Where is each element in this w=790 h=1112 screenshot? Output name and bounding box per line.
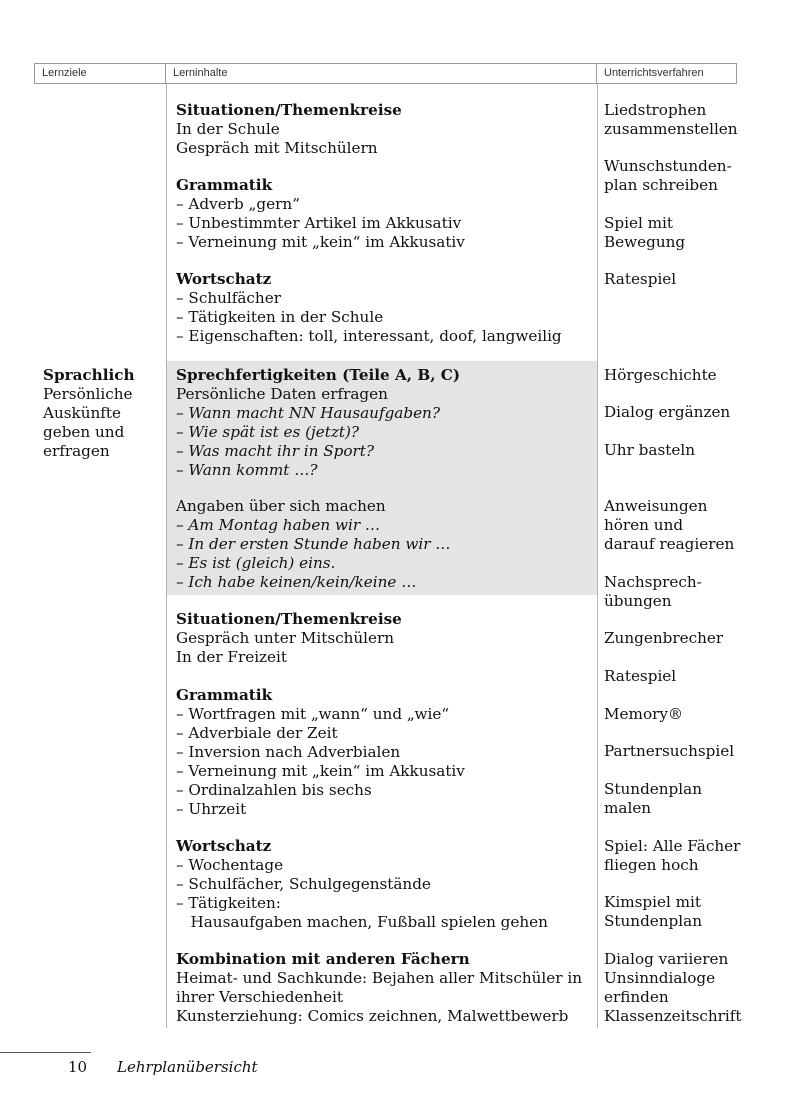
section-title: Kombination mit anderen Fächern [176,950,470,968]
example-line: – Ich habe keinen/kein/keine … [176,573,417,591]
verfahren-item [604,270,676,289]
verfahren-line: zusammenstellen [604,120,738,138]
verfahren-line: Partnersuchspiel [604,742,735,760]
verfahren-line: Nachsprech- [604,573,702,591]
content-line: Kunsterziehung: Comics zeichnen, Malwettbewerb [176,1007,569,1025]
verfahren-item [604,667,676,686]
verfahren-line: Stundenplan [604,912,702,930]
lernziel-line: erfragen [43,442,110,460]
verfahren-line: Unsinndialoge [604,969,716,987]
verfahren-line: Memory® [604,705,684,723]
section-title: Grammatik [176,686,273,704]
example-line: – Am Montag haben wir … [176,516,381,534]
inhalte-situationen-2 [176,610,402,667]
content-line: Angaben über sich machen [176,497,386,515]
verfahren-line: darauf reagieren [604,535,735,553]
content-line: – Inversion nach Adverbialen [176,743,401,761]
verfahren-item [604,497,734,554]
content-line: ihrer Verschiedenheit [176,988,343,1006]
verfahren-item [604,214,685,252]
verfahren-line: Spiel: Alle Fächer [604,837,741,855]
example-line: – Wann macht NN Hausaufgaben? [176,404,440,422]
section-title: Wortschatz [176,837,272,855]
inhalte-grammatik-1 [176,176,465,252]
verfahren-line: Hörgeschichte [604,366,717,384]
section-title: Wortschatz [176,270,272,288]
verfahren-line: Bewegung [604,233,686,251]
inhalte-situationen-1 [176,101,402,158]
inhalte-wortschatz-1 [176,270,562,346]
verfahren-line: Dialog variieren [604,950,729,968]
verfahren-line: Wunschstunden- [604,157,732,175]
verfahren-item [604,837,740,875]
lernziel-title: Sprachlich [43,366,135,384]
content-line: – Schulfächer [176,289,281,307]
verfahren-line: übungen [604,592,672,610]
lernziel-block [43,366,135,461]
content-line: – Tätigkeiten in der Schule [176,308,384,326]
content-line: Gespräch unter Mitschülern [176,629,395,647]
content-line: – Uhrzeit [176,800,247,818]
verfahren-line: Ratespiel [604,270,677,288]
content-line: Heimat- und Sachkunde: Bejahen aller Mitschüler in [176,969,582,987]
verfahren-item [604,441,695,460]
section-title: Situationen/Themenkreise [176,101,402,119]
header-unterrichtsverfahren: Unterrichtsverfahren [597,63,737,84]
footer-title: Lehrplanübersicht [117,1058,258,1076]
content-line: – Tätigkeiten: [176,894,281,912]
verfahren-item [604,705,683,724]
content-line: – Wochentage [176,856,284,874]
verfahren-line: Ratespiel [604,667,677,685]
verfahren-line: plan schreiben [604,176,718,194]
verfahren-item [604,950,742,1026]
section-title: Grammatik [176,176,273,194]
verfahren-line: erfinden [604,988,669,1006]
content-line: – Unbestimmter Artikel im Akkusativ [176,214,462,232]
verfahren-line: hören und [604,516,684,534]
verfahren-item [604,101,738,139]
verfahren-line: Spiel mit [604,214,674,232]
divider-col2 [597,84,598,1028]
lernziel-line: Auskünfte [43,404,122,422]
header-lerninhalte: Lerninhalte [166,63,597,84]
verfahren-item [604,780,702,818]
verfahren-line: Stundenplan [604,780,702,798]
inhalte-sprechfertigkeiten [176,366,460,480]
header-lernziele: Lernziele [34,63,166,84]
page-number: 10 [68,1058,88,1076]
section-title: Sprechfertigkeiten (Teile A, B, C) [176,366,461,384]
inhalte-wortschatz-2 [176,837,548,932]
content-line: – Adverb „gern“ [176,195,300,213]
verfahren-item [604,157,732,195]
inhalte-angaben [176,497,450,592]
verfahren-item [604,366,717,385]
verfahren-item [604,403,730,422]
inhalte-grammatik-2 [176,686,465,819]
verfahren-item [604,893,702,931]
verfahren-line: Zungenbrecher [604,629,724,647]
verfahren-line: fliegen hoch [604,856,699,874]
content-line: Hausaufgaben machen, Fußball spielen gehen [176,913,548,931]
inhalte-kombination [176,950,582,1026]
example-line: – Was macht ihr in Sport? [176,442,375,460]
verfahren-item [604,742,734,761]
content-line: – Verneinung mit „kein“ im Akkusativ [176,762,465,780]
example-line: – In der ersten Stunde haben wir … [176,535,451,553]
section-title: Situationen/Themenkreise [176,610,402,628]
content-line: – Adverbiale der Zeit [176,724,338,742]
example-line: – Wann kommt …? [176,461,318,479]
example-line: – Wie spät ist es (jetzt)? [176,423,360,441]
content-line: Gespräch mit Mitschülern [176,139,378,157]
verfahren-line: Uhr basteln [604,441,695,459]
content-line: In der Schule [176,120,280,138]
lernziel-line: geben und [43,423,125,441]
verfahren-line: Klassenzeitschrift [604,1007,742,1025]
verfahren-line: Kimspiel mit [604,893,702,911]
verfahren-line: malen [604,799,652,817]
verfahren-line: Liedstrophen [604,101,707,119]
content-line: – Verneinung mit „kein“ im Akkusativ [176,233,465,251]
verfahren-item [604,573,702,611]
footer-rule [0,1052,91,1053]
verfahren-line: Anweisungen [604,497,708,515]
content-line: – Eigenschaften: toll, interessant, doof, langweilig [176,327,562,345]
verfahren-line: Dialog ergänzen [604,403,731,421]
example-line: – Es ist (gleich) eins. [176,554,336,572]
content-line: – Wortfragen mit „wann“ und „wie“ [176,705,450,723]
content-line: – Ordinalzahlen bis sechs [176,781,372,799]
lernziel-line: Persönliche [43,385,133,403]
content-line: In der Freizeit [176,648,287,666]
verfahren-item [604,629,723,648]
content-line: Persönliche Daten erfragen [176,385,388,403]
content-line: – Schulfächer, Schulgegenstände [176,875,431,893]
